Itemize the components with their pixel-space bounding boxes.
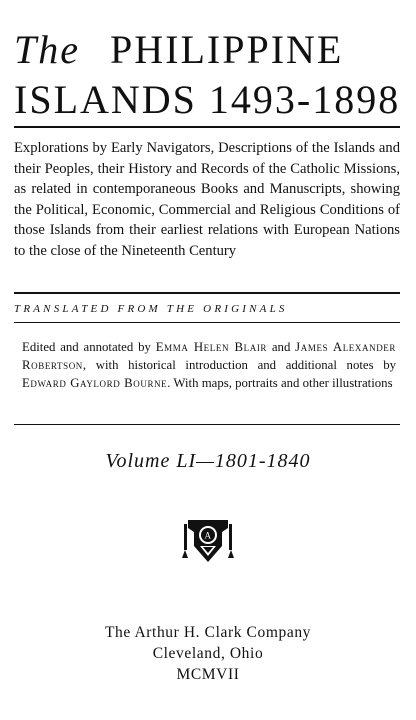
rule-below-credits <box>14 424 400 425</box>
svg-text:A: A <box>204 530 211 541</box>
publisher-name: The Arthur H. Clark Company <box>104 624 312 641</box>
title-article: The <box>14 27 80 72</box>
translated-from-originals: TRANSLATED FROM THE ORIGINALS <box>14 303 288 315</box>
editorial-credits <box>22 338 396 393</box>
editorial-text-3: , with historical introduction and additional notes by <box>82 358 396 373</box>
top-rule <box>14 126 400 128</box>
book-title-line-2: ISLANDS 1493-1898 <box>14 77 401 122</box>
editor-blair: Emma Helen Blair <box>155 340 268 354</box>
editorial-text-2: and <box>271 340 291 354</box>
editorial-text-1: Edited and annotated by <box>22 340 151 354</box>
publication-year: MCMVII <box>176 666 240 683</box>
publisher-city: Cleveland, Ohio <box>152 645 264 662</box>
rule-below-translated <box>14 322 400 323</box>
editorial-text-4: . With maps, portraits and other illustrations <box>167 376 393 391</box>
description-paragraph: Explorations by Early Navigators, Descriptions of the Islands and their Peoples, their History and Records of the Catholic Missions, as related in contemporaneous Books and Manuscripts, showing the Political, Economic, Commercial and Religious Conditions of those Islands from their earliest relations with European Nations to the close of the Nineteenth Century <box>14 140 400 259</box>
book-title-line-1 <box>14 27 344 72</box>
printers-mark-icon <box>182 518 234 564</box>
publisher-block <box>0 622 416 685</box>
volume-line: Volume LI—1801-1840 <box>105 450 311 472</box>
rule-above-translated <box>14 292 400 294</box>
editor-robertson: James Alexander Robertson <box>22 340 397 373</box>
editor-bourne: Edward Gaylord Bourne <box>22 376 168 391</box>
title-philippine: PHILIPPINE <box>110 27 344 72</box>
